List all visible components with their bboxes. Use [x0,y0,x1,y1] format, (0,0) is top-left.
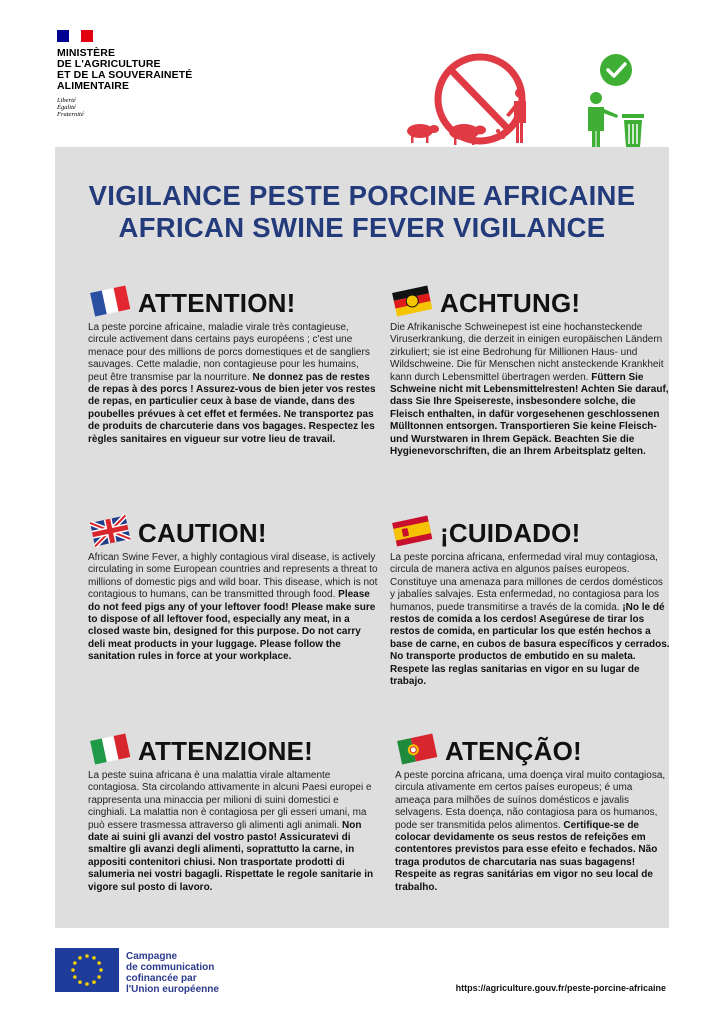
eu-star [78,980,82,984]
section-text-regular: La peste porcine africaine, maladie virale très contagieuse, circule activement dans certains pays européens ; c'est une menace pour des millions de porcs domestiques et de sangliers sauvages. Cette maladie, non contagieuse pour les humains, peut être transmise par la nourriture. [88,322,370,383]
eu-star [97,961,101,965]
title-line-en: AFRICAN SWINE FEVER VIGILANCE [118,212,606,243]
french-republic-flag-icon [57,30,93,42]
section-text-bold: Please do not feed pigs any of your leftover food! Please make sure to dispose of all leftover food, especially any meat, in a closed waste bin, designed for this purpose. Do not carry deli meat products in your luggage. Please follow the sanitation rules in force at your workplace. [88,589,376,663]
section-text-bold: ¡No le dé restos de comida a los cerdos! Asegúrese de tirar los restos de comida, en particular los que estén hechos a base de carne, en cubos de basura específicos y cerrados. No transporte productos de embutido en su maleta. Respete las reglas sanitarias en vigor en su lugar de trabajo. [390,601,670,688]
eu-star [92,980,96,984]
spain-flag-icon [390,512,434,548]
section-spanish [390,512,670,688]
section-text [88,322,378,446]
eu-star [97,975,101,979]
campaign-url[interactable]: https://agriculture.gouv.fr/peste-porcine-africaine [455,983,666,993]
eu-star [99,968,103,972]
section-text-bold: Füttern Sie Schweine nicht mit Lebensmittelresten! Achten Sie darauf, dass Sie Ihre Speisereste, insbesondere solche, die Fleisch enthalten, in dafür vorgesehenen geschlossenen Mülltonnen entsorgen. Transportieren Sie keine Fleisch- und Wurstwaren in Ihrem Gepäck. Beachten Sie die Hygienevorschriften, die an Ihrem Arbeitsplatz gelten. [390,371,669,458]
eu-cofinancing-text: Campagne de communication cofinancée par l'Union européenne [126,951,219,995]
eu-star [92,956,96,960]
republic-motto: Liberté Égalité Fraternité [57,97,84,118]
section-text-regular: Die Afrikanische Schweinepest ist eine hochansteckende Viruserkrankung, die derzeit in einigen europäischen Ländern zirkuliert; sie ist eine Bedrohung für Millionen Haus- und Wildschweine. Die für Menschen nicht ansteckende Krankheit kann durch Lebensmittel übertragen werden. [390,322,664,383]
page-title [55,180,669,244]
section-english [88,512,378,664]
section-text-bold: Ne donnez pas de restes de repas à des porcs ! Assurez-vous de bien jeter vos restes de repas, en particulier ceux à base de viande, dans des poubelles prévues à cet effet et fermées. Ne transportez pas de produits de charcuterie dans vos bagages. Respectez les règles sanitaires en vigueur sur votre lieu de travail. [88,371,376,445]
eu-star [71,968,75,972]
uk-flag-icon [88,512,132,548]
section-german [390,282,672,458]
throw-in-bin-icon [578,52,658,156]
section-portuguese [395,730,670,894]
eu-star [73,961,77,965]
section-text-regular: La peste suina africana è una malattia virale altamente contagiosa. Sta circolando attivamente in alcuni Paesi europei e rappresenta una minaccia per milioni di suini domestici e cinghiali. La malattia non è contagiosa per gli esseri umani, ma può essere trasmessa attraverso gli alimenti agli animali. [88,770,372,831]
portugal-flag-icon [395,730,439,766]
section-text [88,770,378,894]
section-text-regular: African Swine Fever, a highly contagious viral disease, is actively circulating in some European countries and represents a threat to millions of domestic pigs and wild boar. This disease, which is not contagious to humans, can be transmitted through food. [88,552,378,601]
section-text [88,552,378,664]
france-flag-icon [88,282,132,318]
section-title: ATTENZIONE! [138,736,314,766]
section-text [390,552,670,688]
section-text-bold: Certifique-se de colocar devidamente os seus restos de refeições em contentores previstos para esse efeito e fechados. Não traga produtos de charcutaria nas suas bagagens! Respeite as regras sanitárias em vigor no seu local de trabalho. [395,819,658,893]
section-title: ATENÇÃO! [445,736,582,766]
section-title: ATTENTION! [138,288,296,318]
section-title: ACHTUNG! [440,288,581,318]
section-french [88,282,378,446]
eu-star [78,956,82,960]
section-text-regular: La peste porcina africana, enfermedad viral muy contagiosa, circula de manera activa en algunos países europeos. Constituye una amenaza para millones de cerdos domésticos y jabalíes salvajes. Esta enfermedad, no contagiosa para los humanos, puede transmitirse a través de la comida. [390,552,663,613]
title-line-fr: VIGILANCE PESTE PORCINE AFRICAINE [88,180,636,211]
section-text-regular: A peste porcina africana, uma doença viral muito contagiosa, circula ativamente em certos países europeus; é uma ameaça para milhões de suínos domésticos e javalis selvagens. Esta doença, não contagiosa para os humanos, pode ser transmitida pelos alimentos. [395,770,666,831]
ministry-logo [57,30,247,118]
section-text [395,770,670,894]
germany-flag-icon [390,282,434,318]
section-text-bold: Non date ai suini gli avanzi del vostro pasto! Assicuratevi di smaltire gli avanzi degli alimenti, soprattutto la carne, in appositi contenitori chiusi. Non trasportate prodotti di salumeria nei vostri bagagli. Rispettate le regole sanitarie in vigore sul posto di lavoro. [88,819,374,893]
section-title: ¡CUIDADO! [440,518,581,548]
section-title: CAUTION! [138,518,267,548]
eu-star [85,954,89,958]
section-italian [88,730,378,894]
italy-flag-icon [88,730,132,766]
eu-flag-icon [55,948,119,992]
eu-star [73,975,77,979]
ministry-name: MINISTÈRE DE L'AGRICULTURE ET DE LA SOUVERAINETÉ ALIMENTAIRE [57,47,193,92]
eu-star [85,982,89,986]
section-text [390,322,672,458]
